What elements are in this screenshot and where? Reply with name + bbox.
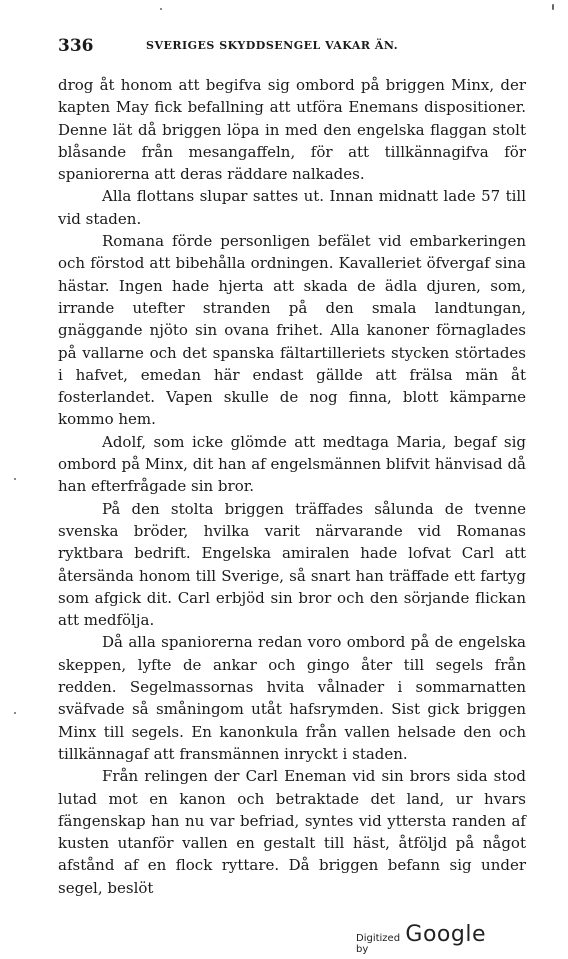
paragraph: Adolf, som icke glömde att medtaga Maria, begaf sig ombord på Minx, dit han af engelsmännen blifvit hänvisad då han efterfrågade sin bror. [58,432,526,496]
paragraph: drog åt honom att begifva sig ombord på briggen Minx, der kapten May fick befallning att utföra Enemans dispositioner. Denne lät då briggen löpa in med den engelska flaggan stolt blåsande från mesangaffeln, för att tillkännagifva för spaniorerna att deras räddare nalkades. [58,76,526,184]
google-logo: Google [405,922,486,947]
paragraph: Från relingen der Carl Eneman vid sin brors sida stod lutad mot en kanon och betraktade det land, ur hvars fängenskap han nu var befriad, syntes vid yttersta randen af kusten utanför vallen en gestalt till häst, åtföljd på något afstånd af en flock ryttare. Då briggen befann sig under segel, beslöt [58,767,526,897]
paragraph: Då alla spaniorerna redan voro ombord på de engelska skeppen, lyfte de ankar och gingo åter till segels från redden. Segelmassornas hvita vålnader i sommarnatten sväfvade så småningom utåt hafsrymden. Sist gick briggen Minx till segels. En kanonkula från vallen helsade den och tillkännagaf att fransmännen inryckt i staden. [58,633,526,763]
running-title: SVERIGES SKYDDSENGEL VAKAR ÄN. [146,39,399,52]
paragraph: Alla flottans slupar sattes ut. Innan midnatt lade 57 till vid staden. [58,187,526,228]
scan-speck [552,4,554,10]
body-text [58,74,526,899]
paragraph: På den stolta briggen träffades sålunda de tvenne svenska bröder, hvilka varit närvarande vid Romanas ryktbara bedrift. Engelska amiralen hade lofvat Carl att återsända honom till Sverige, så snart han träffade ett fartyg som afgick dit. Carl erbjöd sin bror och den sörjande flickan att medfölja. [58,499,526,630]
scan-speck [160,8,162,10]
scan-speck [14,712,16,714]
page-header [58,36,528,58]
scan-speck [14,478,16,480]
digitized-by-label: Digitized by [356,933,401,955]
digitization-watermark [356,922,486,955]
paragraph: Romana förde personligen befälet vid embarkeringen och förstod att bibehålla ordningen. Kavalleriet öfvergaf sina hästar. Ingen hade hjerta att skada de ädla djuren, som, irrande utefter stranden på den smala landtungan, gnäggande njöto sin ovana frihet. Alla kanoner förnaglades på vallarne och det spanska fältartilleriets stycken störtades i hafvet, emedan här endast gällde att frälsa män åt fosterlandet. Vapen skulle de nog finna, blott kämparne kommo hem. [58,232,526,429]
page-number: 336 [58,36,94,56]
